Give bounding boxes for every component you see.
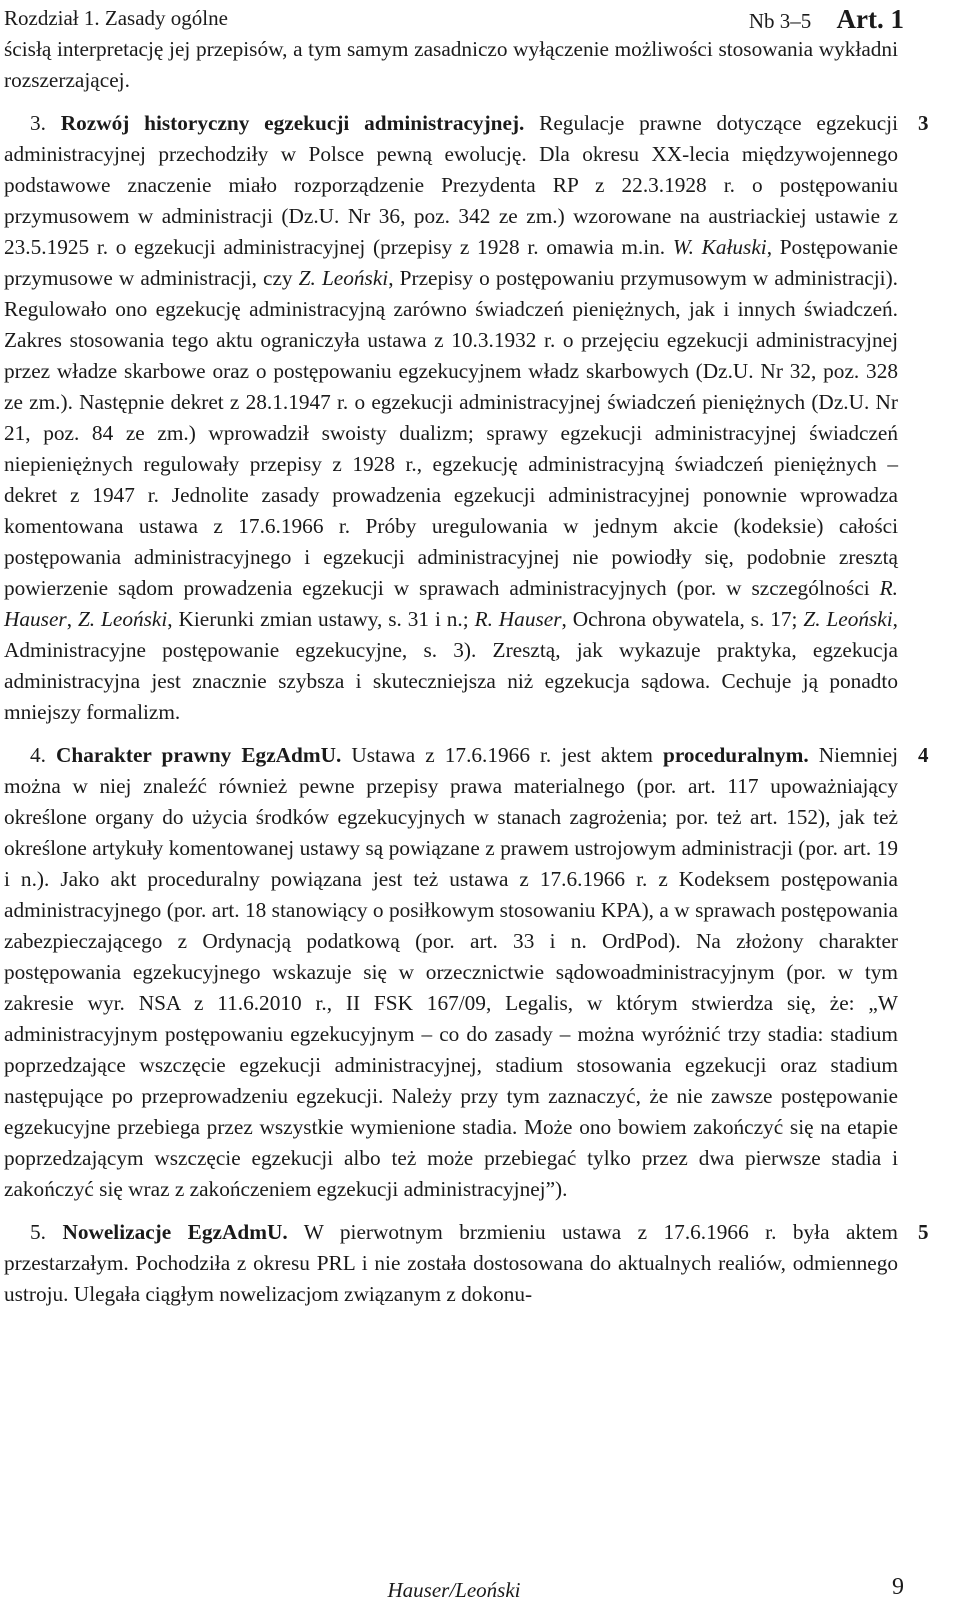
section-5-paragraph [4,1217,929,1310]
section-3-text-2: , Postępowanie przymusowe w administracji, czy [4,235,899,290]
margin-number-4: 4 [918,743,929,767]
section-5-heading: Nowelizacje EgzAdmU. [62,1220,288,1244]
running-footer [4,1574,904,1610]
intro-paragraph: ścisłą interpretację jej przepisów, a tym samym zasadniczo wyłączenie możliwości stosowania wykładni rozszerzającej. [4,37,898,92]
running-header [4,4,904,36]
author-leonski: Z. Leoński [77,607,168,631]
footer-authors: Hauser/Leoński [387,1578,521,1602]
section-3-text-5: , Kierunki zmian ustawy, s. 31 i n.; [167,607,475,631]
article-label: Art. 1 [836,4,904,34]
section-3-text-7: , Administracyjne postępowanie egzekucyjne, s. 3). Zresztą, jak wykazuje praktyka, egzekucja administracyjna jest znacznie szybsza i skuteczniejsza niż egzekucja sądowa. Cechuje ją ponadto mniejszy formalizm. [4,607,898,724]
author-kaluski: W. Kałuski [672,235,767,259]
margin-number-5: 5 [918,1220,929,1244]
section-3-number: 3. [30,111,46,135]
chapter-title: Rozdział 1. Zasady ogólne [4,6,228,30]
header-right [749,4,904,35]
author-leonski: Z. Leoński [803,607,893,631]
section-4-bold-term: proceduralnym. [662,743,809,767]
author-hauser: R. Hauser [474,607,562,631]
section-4-paragraph [4,740,929,1205]
section-3-text-6: , Ochrona obywatela, s. 17; [561,607,804,631]
section-3-text-1: Regulacje prawne dotyczące egzekucji administracyjnej przechodziły w Polsce pewną ewolucję. Dla okresu XX-lecia międzywojennego podstawowe znaczenie miało rozporządzenie Prezydenta RP z 22.3.1928 r. o postępowaniu przymusowem w administracji (Dz.U. Nr 36, poz. 342 ze zm.) wzorowane na austriackiej ustawie z 23.5.1925 r. o egzekucji administracyjnej (przepisy z 1928 r. omawia m.in. [4,111,898,259]
section-3-text-4: , [66,607,78,631]
author-leonski: Z. Leoński [298,266,389,290]
section-3-text-3: , Przepisy o postępowaniu przymusowym w administracji). Regulowało ono egzekucję administracyjną zarówno świadczeń pieniężnych, jak i innych świadczeń. Zakres stosowania tego aktu ograniczyła ustawa z 10.3.1932 r. o przejęciu egzekucji administracyjnej przez władze skarbowe oraz o postępowaniu egzekucyjnem władz skarbowych (Dz.U. Nr 32, poz. 328 ze zm.). Następnie dekret z 28.1.1947 r. o egzekucji administracyjnej świadczeń pieniężnych (Dz.U. Nr 21, poz. 84 ze zm.) wprowadził swoisty dualizm; sprawy egzekucji administracyjnej świadczeń niepieniężnych regulowały przepisy z 1928 r., egzekucję administracyjną świadczeń pieniężnych – dekret z 1947 r. Jednolite zasady prowadzenia egzekucji administracyjnej ponownie wprowadza komentowana ustawa z 17.6.1966 r. Próby uregulowania w jednym akcie (kodeksie) całości postępowania administracyjnego i egzekucji administracyjnej nie powiodły się, podobnie zresztą powierzenie sądom prowadzenia egzekucji w sprawach administracyjnych (por. w szczególności [4,266,898,600]
section-4-text-2: Niemniej można w niej znaleźć również pewne przepisy prawa materialnego (por. art. 117 upoważniający określone organy do użycia środków egzekucyjnych w stanach zagrożenia; por. też art. 152), jak też określone artykuły komentowanej ustawy są powiązane z prawem ustrojowym administracji (por. art. 19 i n.). Jako akt proceduralny powiązana jest też ustawa z 17.6.1966 r. z Kodeksem postępowania administracyjnego (por. art. 18 stanowiący o posiłkowym stosowaniu KPA), a w sprawach postępowania zabezpieczającego z Ordynacją podatkową (por. art. 33 i n. OrdPod). Na złożony charakter postępowania egzekucyjnego wskazuje się w orzecznictwie sądowoadministracyjnym (por. w tym zakresie wyr. NSA z 11.6.2010 r., II FSK 167/09, Legalis, w którym stwierdza się, że: „W administracyjnym postępowaniu egzekucyjnym – co do zasady – można wyróżnić trzy stadia: stadium poprzedzające wszczęcie egzekucji administracyjnej, stadium stosowania egzekucji oraz stadium następujące po przeprowadzeniu egzekucji. Należy przy tym zaznaczyć, że nie zawsze postępowanie egzekucyjne przebiega przez wszystkie wymienione stadia. Może ono bowiem zakończyć się na etapie poprzedzającym wszczęcie egzekucji albo też może przebiegać tylko przez dwa pierwsze stadia i zakończyć się wraz z zakończeniem egzekucji administracyjnej”). [4,743,899,1201]
section-5-number: 5. [30,1220,46,1244]
section-4-heading: Charakter prawny EgzAdmU. [56,743,342,767]
author-hauser: R. Hauser [4,576,898,631]
section-3-paragraph [4,108,929,728]
page-body [4,34,929,1310]
section-4-text-1: Ustawa z 17.6.1966 r. jest aktem [341,743,663,767]
section-4-number: 4. [30,743,46,767]
page-number: 9 [892,1574,904,1600]
section-3-heading: Rozwój historyczny egzekucji administracyjnej. [60,111,525,135]
section-5-text-1: W pierwotnym brzmieniu ustawa z 17.6.1966 r. była aktem przestarzałym. Pochodziła z okresu PRL i nie została dostosowana do aktualnych realiów, odmiennego ustroju. Ulegała ciągłym nowelizacjom związanym z dokonu- [4,1220,898,1306]
margin-number-range: Nb 3–5 [748,9,812,33]
margin-number-3: 3 [918,111,929,135]
